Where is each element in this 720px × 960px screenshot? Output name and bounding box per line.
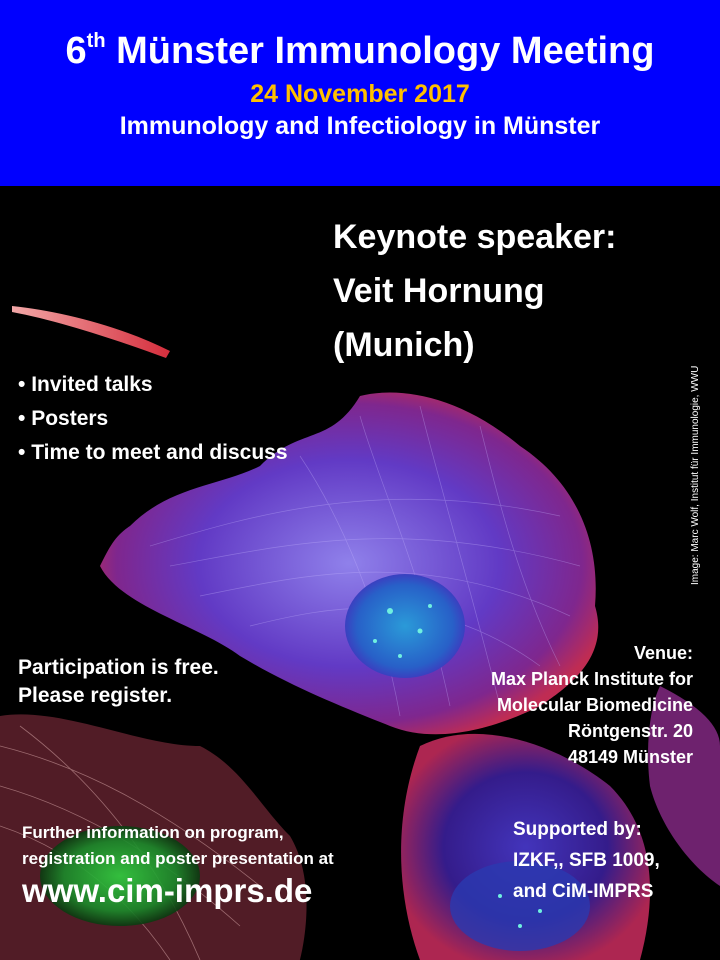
venue-line: 48149 Münster: [567, 747, 693, 767]
further-info: [22, 820, 334, 872]
image-credit: Image: Marc Wolf, Institut für Immunologie, WWU: [690, 365, 701, 585]
supporters-label: Supported by:: [513, 819, 642, 840]
further-info-line: registration and poster presentation at: [22, 849, 334, 868]
website-link[interactable]: www.cim-imprs.de: [22, 872, 313, 909]
supporters-block: [513, 814, 660, 907]
supporters-line: and CiM-IMPRS: [513, 881, 654, 902]
highlights-list: [18, 368, 288, 470]
page-title: 6th Münster Immunology Meeting: [65, 30, 655, 72]
venue-line: Max Planck Institute for: [490, 669, 693, 689]
further-info-line: Further information on program,: [22, 823, 284, 842]
keynote-name: Veit Hornung: [333, 272, 545, 310]
venue-line: Molecular Biomedicine: [496, 695, 693, 715]
keynote-location: (Munich): [333, 326, 475, 364]
list-item: • Time to meet and discuss: [18, 436, 288, 470]
event-subtitle: Immunology and Infectiology in Münster: [119, 112, 601, 140]
supporters-line: IZKF,, SFB 1009,: [513, 850, 660, 871]
keynote-block: [333, 210, 616, 372]
participation-line: Participation is free.: [18, 656, 219, 679]
participation-line: Please register.: [18, 684, 173, 707]
keynote-label: Keynote speaker:: [333, 218, 617, 256]
participation-note: [18, 654, 219, 710]
event-date: 24 November 2017: [250, 80, 470, 108]
header-banner: [0, 0, 720, 186]
list-item: • Invited talks: [18, 368, 288, 402]
venue-line: Röntgenstr. 20: [567, 721, 693, 741]
venue-label: Venue:: [633, 643, 693, 663]
list-item: • Posters: [18, 402, 288, 436]
venue-block: [491, 640, 693, 770]
